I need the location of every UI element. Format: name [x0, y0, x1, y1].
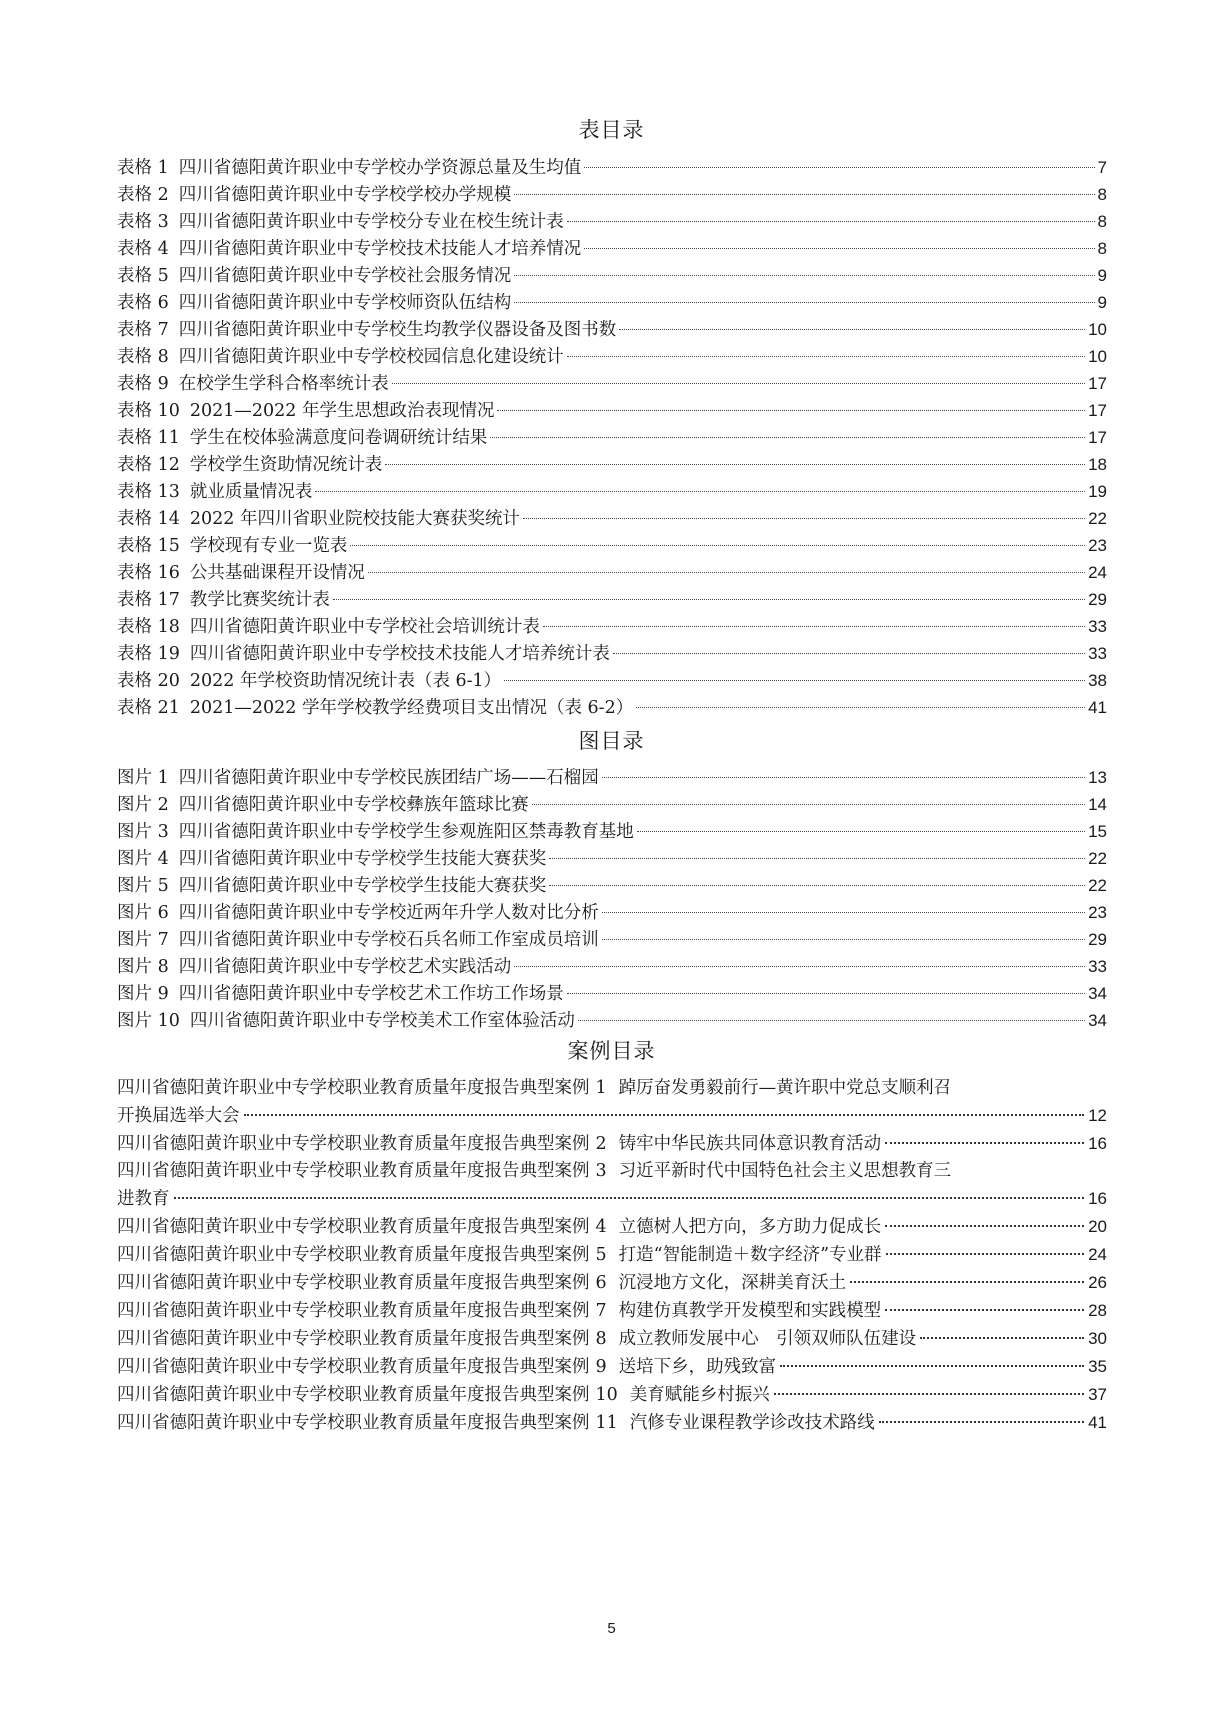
table-toc-entry[interactable]	[117, 208, 1107, 235]
entry-title: 四川省德阳黄许职业中专学校技术技能人才培养情况	[178, 239, 582, 259]
entry-title: 就业质量情况表	[189, 482, 313, 502]
cases-toc	[117, 1075, 1107, 1437]
dot-leader	[315, 491, 1085, 492]
case-number: 10	[595, 1385, 618, 1405]
entry-page-number: 19	[1088, 482, 1107, 501]
case-prefix: 四川省德阳黄许职业中专学校职业教育质量年度报告典型案例	[117, 1273, 590, 1293]
table-toc-entry[interactable]	[117, 316, 1107, 343]
case-line-1	[117, 1158, 1107, 1185]
entry-title: 四川省德阳黄许职业中专学校近两年升学人数对比分析	[178, 903, 599, 923]
table-toc-entry[interactable]	[117, 613, 1107, 640]
case-toc-entry[interactable]	[117, 1075, 1107, 1130]
figure-toc-entry[interactable]	[117, 872, 1107, 899]
case-title-continued: 进教育	[117, 1189, 170, 1209]
case-title: 习近平新时代中国特色社会主义思想教育三	[618, 1161, 952, 1181]
case-title: 沉浸地方文化，深耕美育沃土	[618, 1273, 847, 1293]
dot-leader	[920, 1337, 1084, 1339]
tables-toc	[117, 154, 1107, 721]
entry-page-number: 18	[1088, 455, 1107, 474]
entry-title: 四川省德阳黄许职业中专学校艺术实践活动	[178, 957, 512, 977]
case-toc-entry[interactable]	[117, 1130, 1107, 1158]
case-page-number: 30	[1088, 1329, 1107, 1348]
entry-label: 表格 18	[117, 617, 180, 637]
case-title: 踔厉奋发勇毅前行—黄许职中党总支顺利召	[618, 1078, 952, 1098]
case-title: 立德树人把方向，多方助力促成长	[618, 1217, 882, 1237]
entry-label: 表格 17	[117, 590, 180, 610]
dot-leader	[578, 1020, 1085, 1021]
case-page-number: 16	[1088, 1134, 1107, 1153]
entry-title: 2021—2022 学年学校教学经费项目支出情况（表 6-2）	[189, 698, 634, 718]
figure-toc-entry[interactable]	[117, 980, 1107, 1007]
case-number: 9	[595, 1357, 607, 1377]
entry-page-number: 23	[1088, 903, 1107, 922]
case-title: 构建仿真教学开发模型和实践模型	[618, 1301, 882, 1321]
entry-label: 表格 21	[117, 698, 180, 718]
entry-page-number: 34	[1088, 1011, 1107, 1030]
figure-toc-entry[interactable]	[117, 845, 1107, 872]
figure-toc-entry[interactable]	[117, 764, 1107, 791]
dot-leader	[636, 707, 1085, 708]
case-line-2	[117, 1102, 1107, 1130]
dot-leader	[584, 248, 1094, 249]
entry-title: 四川省德阳黄许职业中专学校民族团结广场——石榴园	[178, 768, 599, 788]
dot-leader	[584, 167, 1094, 168]
dot-leader	[619, 329, 1085, 330]
figures-toc	[117, 764, 1107, 1034]
dot-leader	[532, 804, 1085, 805]
case-page-number: 35	[1088, 1357, 1107, 1376]
figure-toc-entry[interactable]	[117, 926, 1107, 953]
dot-leader	[885, 1225, 1084, 1227]
case-toc-entry[interactable]	[117, 1158, 1107, 1213]
entry-label: 表格 8	[117, 347, 169, 367]
table-toc-entry[interactable]	[117, 478, 1107, 505]
entry-title: 教学比赛奖统计表	[189, 590, 330, 610]
entry-label: 表格 1	[117, 158, 169, 178]
entry-page-number: 9	[1097, 266, 1107, 285]
entry-label: 表格 15	[117, 536, 180, 556]
dot-leader	[333, 599, 1085, 600]
table-toc-entry[interactable]	[117, 505, 1107, 532]
dot-leader	[174, 1197, 1085, 1199]
dot-leader	[602, 777, 1085, 778]
dot-leader	[549, 885, 1085, 886]
entry-page-number: 15	[1088, 822, 1107, 841]
dot-leader	[567, 356, 1085, 357]
entry-page-number: 17	[1088, 428, 1107, 447]
entry-page-number: 23	[1088, 536, 1107, 555]
entry-label: 图片 1	[117, 768, 169, 788]
entry-title: 2021—2022 年学生思想政治表现情况	[189, 401, 495, 421]
entry-page-number: 22	[1088, 509, 1107, 528]
entry-page-number: 41	[1088, 698, 1107, 717]
entry-page-number: 10	[1088, 320, 1107, 339]
entry-label: 图片 9	[117, 984, 169, 1004]
dot-leader	[602, 912, 1085, 913]
entry-title: 四川省德阳黄许职业中专学校美术工作室体验活动	[189, 1011, 575, 1031]
case-toc-entry[interactable]	[117, 1269, 1107, 1297]
entry-page-number: 22	[1088, 876, 1107, 895]
entry-page-number: 9	[1097, 293, 1107, 312]
entry-page-number: 33	[1088, 617, 1107, 636]
entry-title: 学生在校体验满意度问卷调研统计结果	[189, 428, 488, 448]
entry-page-number: 7	[1097, 158, 1107, 177]
case-prefix: 四川省德阳黄许职业中专学校职业教育质量年度报告典型案例	[117, 1329, 590, 1349]
case-number: 5	[595, 1245, 607, 1265]
entry-page-number: 24	[1088, 563, 1107, 582]
entry-title: 四川省德阳黄许职业中专学校彝族年篮球比赛	[178, 795, 529, 815]
entry-title: 2022 年学校资助情况统计表（表 6-1）	[189, 671, 502, 691]
case-page-number: 16	[1088, 1189, 1107, 1208]
entry-label: 表格 10	[117, 401, 180, 421]
dot-leader	[567, 993, 1085, 994]
entry-title: 四川省德阳黄许职业中专学校分专业在校生统计表	[178, 212, 564, 232]
case-title: 送培下乡，助残致富	[618, 1357, 777, 1377]
table-toc-entry[interactable]	[117, 370, 1107, 397]
case-toc-entry[interactable]	[117, 1213, 1107, 1241]
entry-title: 四川省德阳黄许职业中专学校学生参观旌阳区禁毒教育基地	[178, 822, 634, 842]
dot-leader	[886, 1253, 1085, 1255]
dot-leader	[885, 1309, 1084, 1311]
entry-label: 表格 16	[117, 563, 180, 583]
figure-toc-entry[interactable]	[117, 791, 1107, 818]
entry-label: 表格 14	[117, 509, 180, 529]
entry-label: 图片 4	[117, 849, 169, 869]
case-page-number: 41	[1088, 1413, 1107, 1432]
case-title: 成立教师发展中心 引领双师队伍建设	[618, 1329, 917, 1349]
entry-label: 表格 12	[117, 455, 180, 475]
entry-title: 四川省德阳黄许职业中专学校艺术工作坊工作场景	[178, 984, 564, 1004]
entry-label: 图片 10	[117, 1011, 180, 1031]
entry-label: 表格 6	[117, 293, 169, 313]
dot-leader	[368, 572, 1085, 573]
entry-page-number: 38	[1088, 671, 1107, 690]
dot-leader	[602, 939, 1085, 940]
case-number: 1	[595, 1078, 607, 1098]
entry-title: 四川省德阳黄许职业中专学校石兵名师工作室成员培训	[178, 930, 599, 950]
dot-leader	[514, 194, 1094, 195]
entry-title: 四川省德阳黄许职业中专学校社会服务情况	[178, 266, 512, 286]
table-toc-entry[interactable]	[117, 154, 1107, 181]
table-toc-entry[interactable]	[117, 235, 1107, 262]
table-toc-entry[interactable]	[117, 559, 1107, 586]
entry-title: 四川省德阳黄许职业中专学校学生技能大赛获奖	[178, 876, 547, 896]
case-toc-entry[interactable]	[117, 1325, 1107, 1353]
entry-title: 四川省德阳黄许职业中专学校师资队伍结构	[178, 293, 512, 313]
case-prefix: 四川省德阳黄许职业中专学校职业教育质量年度报告典型案例	[117, 1245, 590, 1265]
entry-page-number: 17	[1088, 374, 1107, 393]
entry-page-number: 13	[1088, 768, 1107, 787]
case-page-number: 12	[1088, 1106, 1107, 1125]
entry-page-number: 8	[1097, 185, 1107, 204]
entry-label: 图片 5	[117, 876, 169, 896]
entry-title: 学校现有专业一览表	[189, 536, 348, 556]
table-toc-entry[interactable]	[117, 532, 1107, 559]
case-toc-entry[interactable]	[117, 1409, 1107, 1437]
dot-leader	[774, 1393, 1084, 1395]
dot-leader	[514, 275, 1094, 276]
table-toc-entry[interactable]	[117, 451, 1107, 478]
cases-heading: 案例目录	[567, 1039, 656, 1063]
case-title-continued: 开换届选举大会	[117, 1106, 240, 1126]
entry-label: 表格 4	[117, 239, 169, 259]
dot-leader	[850, 1281, 1084, 1283]
table-toc-entry[interactable]	[117, 262, 1107, 289]
case-title: 汽修专业课程教学诊改技术路线	[629, 1413, 875, 1433]
case-number: 2	[595, 1134, 607, 1154]
dot-leader	[879, 1421, 1084, 1423]
case-prefix: 四川省德阳黄许职业中专学校职业教育质量年度报告典型案例	[117, 1357, 590, 1377]
case-toc-entry[interactable]	[117, 1381, 1107, 1409]
entry-page-number: 8	[1097, 239, 1107, 258]
dot-leader	[543, 626, 1085, 627]
page-number: 5	[607, 1620, 616, 1637]
table-toc-entry[interactable]	[117, 667, 1107, 694]
tables-heading: 表目录	[578, 118, 645, 142]
case-page-number: 37	[1088, 1385, 1107, 1404]
case-title: 打造“智能制造＋数字经济”专业群	[618, 1245, 882, 1265]
entry-label: 图片 3	[117, 822, 169, 842]
entry-title: 四川省德阳黄许职业中专学校办学资源总量及生均值	[178, 158, 582, 178]
entry-label: 图片 2	[117, 795, 169, 815]
table-toc-entry[interactable]	[117, 694, 1107, 721]
entry-title: 四川省德阳黄许职业中专学校学校办学规模	[178, 185, 512, 205]
case-prefix: 四川省德阳黄许职业中专学校职业教育质量年度报告典型案例	[117, 1301, 590, 1321]
case-prefix: 四川省德阳黄许职业中专学校职业教育质量年度报告典型案例	[117, 1217, 590, 1237]
entry-page-number: 17	[1088, 401, 1107, 420]
dot-leader	[392, 383, 1085, 384]
case-prefix: 四川省德阳黄许职业中专学校职业教育质量年度报告典型案例	[117, 1134, 590, 1154]
entry-title: 四川省德阳黄许职业中专学校技术技能人才培养统计表	[189, 644, 610, 664]
figure-toc-entry[interactable]	[117, 953, 1107, 980]
dot-leader	[514, 302, 1094, 303]
table-toc-entry[interactable]	[117, 397, 1107, 424]
entry-page-number: 29	[1088, 930, 1107, 949]
entry-title: 四川省德阳黄许职业中专学校生均教学仪器设备及图书数	[178, 320, 617, 340]
entry-title: 公共基础课程开设情况	[189, 563, 365, 583]
entry-label: 图片 7	[117, 930, 169, 950]
entry-label: 表格 5	[117, 266, 169, 286]
entry-title: 在校学生学科合格率统计表	[178, 374, 389, 394]
dot-leader	[780, 1365, 1084, 1367]
dot-leader	[385, 464, 1085, 465]
case-number: 8	[595, 1329, 607, 1349]
entry-page-number: 33	[1088, 957, 1107, 976]
case-number: 6	[595, 1273, 607, 1293]
case-toc-entry[interactable]	[117, 1353, 1107, 1381]
entry-label: 表格 11	[117, 428, 180, 448]
entry-title: 四川省德阳黄许职业中专学校校园信息化建设统计	[178, 347, 564, 367]
dot-leader	[350, 545, 1085, 546]
entry-label: 表格 9	[117, 374, 169, 394]
entry-label: 表格 3	[117, 212, 169, 232]
table-toc-entry[interactable]	[117, 181, 1107, 208]
entry-label: 表格 19	[117, 644, 180, 664]
entry-title: 四川省德阳黄许职业中专学校学生技能大赛获奖	[178, 849, 547, 869]
entry-title: 四川省德阳黄许职业中专学校社会培训统计表	[189, 617, 540, 637]
case-prefix: 四川省德阳黄许职业中专学校职业教育质量年度报告典型案例	[117, 1161, 590, 1181]
case-number: 7	[595, 1301, 607, 1321]
entry-label: 表格 20	[117, 671, 180, 691]
dot-leader	[567, 221, 1095, 222]
entry-page-number: 14	[1088, 795, 1107, 814]
table-toc-entry[interactable]	[117, 640, 1107, 667]
case-page-number: 28	[1088, 1301, 1107, 1320]
case-number: 11	[595, 1413, 618, 1433]
entry-title: 学校学生资助情况统计表	[189, 455, 383, 475]
entry-label: 表格 2	[117, 185, 169, 205]
table-toc-entry[interactable]	[117, 289, 1107, 316]
case-prefix: 四川省德阳黄许职业中专学校职业教育质量年度报告典型案例	[117, 1413, 590, 1433]
dot-leader	[613, 653, 1085, 654]
case-toc-entry[interactable]	[117, 1297, 1107, 1325]
figure-toc-entry[interactable]	[117, 818, 1107, 845]
case-page-number: 24	[1088, 1245, 1107, 1264]
dot-leader	[637, 831, 1085, 832]
entry-page-number: 29	[1088, 590, 1107, 609]
entry-title: 2022 年四川省职业院校技能大赛获奖统计	[189, 509, 520, 529]
case-toc-entry[interactable]	[117, 1241, 1107, 1269]
entry-label: 图片 6	[117, 903, 169, 923]
case-title: 铸牢中华民族共同体意识教育活动	[618, 1134, 882, 1154]
table-toc-entry[interactable]	[117, 586, 1107, 613]
case-page-number: 20	[1088, 1217, 1107, 1236]
entry-label: 表格 13	[117, 482, 180, 502]
figure-toc-entry[interactable]	[117, 1007, 1107, 1034]
entry-label: 图片 8	[117, 957, 169, 977]
case-page-number: 26	[1088, 1273, 1107, 1292]
case-line-2	[117, 1185, 1107, 1213]
dot-leader	[885, 1142, 1084, 1144]
dot-leader	[497, 410, 1085, 411]
dot-leader	[244, 1114, 1085, 1116]
case-number: 3	[595, 1161, 607, 1181]
case-title: 美育赋能乡村振兴	[629, 1385, 770, 1405]
case-number: 4	[595, 1217, 607, 1237]
entry-page-number: 33	[1088, 644, 1107, 663]
table-toc-entry[interactable]	[117, 424, 1107, 451]
table-toc-entry[interactable]	[117, 343, 1107, 370]
entry-page-number: 10	[1088, 347, 1107, 366]
entry-label: 表格 7	[117, 320, 169, 340]
dot-leader	[514, 966, 1085, 967]
figures-heading: 图目录	[578, 729, 645, 753]
case-prefix: 四川省德阳黄许职业中专学校职业教育质量年度报告典型案例	[117, 1385, 590, 1405]
dot-leader	[490, 437, 1085, 438]
case-line-1	[117, 1075, 1107, 1102]
figure-toc-entry[interactable]	[117, 899, 1107, 926]
case-prefix: 四川省德阳黄许职业中专学校职业教育质量年度报告典型案例	[117, 1078, 590, 1098]
entry-page-number: 22	[1088, 849, 1107, 868]
dot-leader	[504, 680, 1085, 681]
entry-page-number: 34	[1088, 984, 1107, 1003]
dot-leader	[523, 518, 1085, 519]
entry-page-number: 8	[1097, 212, 1107, 231]
dot-leader	[549, 858, 1085, 859]
